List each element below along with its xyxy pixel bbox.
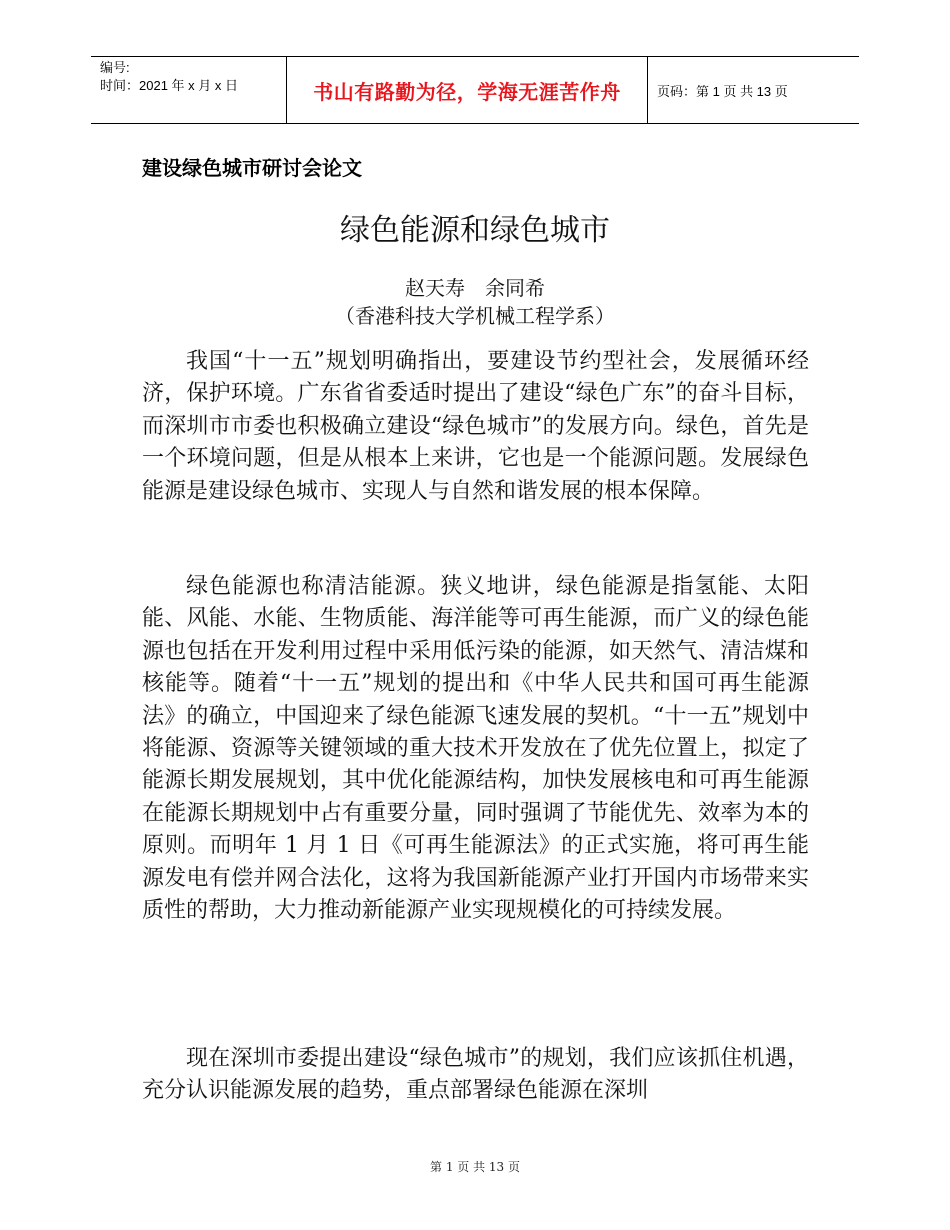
header-page-info: 页码：第 1 页 共 13 页 xyxy=(657,83,788,99)
header-number-label: 编号: xyxy=(100,60,130,75)
page-footer: 第 1 页 共 13 页 xyxy=(430,1160,520,1174)
document-kicker: 建设绿色城市研讨会论文 xyxy=(142,156,362,180)
body-paragraph: 我国“十一五”规划明确指出，要建设节约型社会，发展循环经济，保护环境。广东省省委适时提出了建设“绿色广东”的奋斗目标，而深圳市市委也积极确立建设“绿色城市”的发展方向。绿色，首先是一个环境问题，但是从根本上来讲，它也是一个能源问题。发展绿色能源是建设绿色城市、实现人与自然和谐发展的根本保障。 xyxy=(142,349,809,504)
header-motto-cell xyxy=(286,57,648,123)
body-paragraph: 绿色能源也称清洁能源。狭义地讲，绿色能源是指氢能、太阳能、风能、水能、生物质能、海洋能等可再生能源，而广义的绿色能源也包括在开发利用过程中采用低污染的能源，如天然气、清洁煤和核能等。随着“十一五”规划的提出和《中华人民共和国可再生能源法》的确立，中国迎来了绿色能源飞速发展的契机。“十一五”规划中将能源、资源等关键领域的重大技术开发放在了优先位置上，拟定了能源长期发展规划，其中优化能源结构，加快发展核电和可再生能源在能源长期规划中占有重要分量，同时强调了节能优先、效率为本的原则。而明年 1 月 1 日《可再生能源法》的正式实施，将可再生能源发电有偿并网合法化，这将为我国新能源产业打开国内市场带来实质性的帮助，大力推动新能源产业实现规模化的可持续发展。 xyxy=(142,574,809,924)
document-affiliation: （香港科技大学机械工程学系） xyxy=(335,304,615,328)
document-title: 绿色能源和绿色城市 xyxy=(340,213,610,248)
document-header xyxy=(91,56,859,124)
header-motto: 书山有路勤为径，学海无涯苦作舟 xyxy=(313,79,621,104)
document-authors: 赵天寿 余同希 xyxy=(405,276,545,300)
header-time-label: 时间：2021 年 x 月 x 日 xyxy=(100,78,238,93)
body-paragraph: 现在深圳市委提出建设“绿色城市”的规划，我们应该抓住机遇，充分认识能源发展的趋势，重点部署绿色能源在深圳 xyxy=(142,1046,809,1104)
header-page-info-cell xyxy=(648,57,859,123)
header-meta xyxy=(91,57,286,123)
